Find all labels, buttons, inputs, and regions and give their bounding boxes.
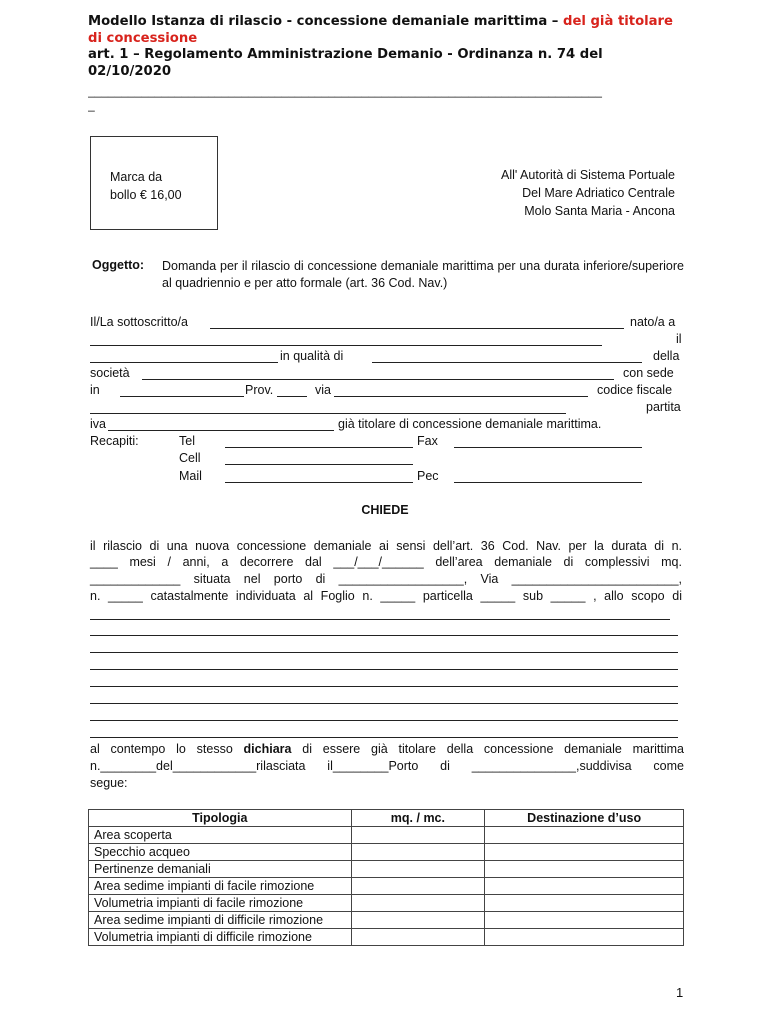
purpose-line[interactable] [90, 652, 678, 653]
table-row [89, 844, 684, 861]
purpose-line[interactable] [90, 737, 678, 738]
dichiara-pre: al contempo lo stesso [90, 742, 244, 756]
label-cell: Cell [179, 451, 201, 465]
label-mail: Mail [179, 469, 202, 483]
row-label: Area sedime impianti di facile rimozione [89, 878, 352, 895]
revenue-stamp-box [90, 136, 218, 230]
field-qualita[interactable] [372, 362, 642, 363]
subject-label: Oggetto: [92, 258, 145, 272]
table-row [89, 895, 684, 912]
cell-mq[interactable] [351, 912, 485, 929]
table-row [89, 861, 684, 878]
title-line1: Modello Istanza di rilascio - concessione demaniale marittima – [88, 14, 563, 29]
row-label: Pertinenze demaniali [89, 861, 352, 878]
purpose-line[interactable] [90, 720, 678, 721]
subject-text: Domanda per il rilascio di concessione demaniale marittima per una durata inferiore/superiore al quadriennio e per atto formale (art. 36 Cod. Nav.) [162, 259, 684, 290]
field-pec[interactable] [454, 482, 642, 483]
request-line4: n. _____ catastalmente individuata al Foglio n. _____ particella _____ sub _____ , allo scopo di [90, 589, 682, 603]
field-provincia[interactable] [277, 396, 307, 397]
label-sottoscritto: Il/La sottoscritto/a [90, 315, 188, 329]
stamp-line2: bollo € 16,00 [110, 188, 182, 202]
table-header-row [89, 810, 684, 827]
title-separator [88, 84, 680, 112]
row-label: Volumetria impianti di difficile rimozione [89, 929, 352, 946]
field-fax[interactable] [454, 447, 642, 448]
field-tel[interactable] [225, 447, 413, 448]
address-line3: Molo Santa Maria - Ancona [524, 204, 675, 218]
table-row [89, 912, 684, 929]
label-codice-fiscale: codice fiscale [597, 383, 673, 397]
title-highlight: del già titolare di concessione [88, 14, 674, 46]
stamp-line1: Marca da [110, 170, 163, 184]
table-row [89, 878, 684, 895]
address-line2: Del Mare Adriatico Centrale [522, 186, 675, 200]
field-nome[interactable] [210, 328, 624, 329]
row-label: Specchio acqueo [89, 844, 352, 861]
label-in: in [90, 383, 100, 397]
tipologia-table [88, 809, 684, 946]
table-row [89, 929, 684, 946]
cell-destinazione[interactable] [485, 878, 684, 895]
table-row [89, 827, 684, 844]
label-della: della [653, 349, 680, 363]
text-gia-titolare: già titolare di concessione demaniale marittima. [338, 417, 602, 431]
field-luogo-nascita[interactable] [90, 345, 602, 346]
header-mq: mq. / mc. [351, 810, 485, 827]
chiede-heading: CHIEDE [361, 503, 409, 517]
cell-destinazione[interactable] [485, 844, 684, 861]
cell-destinazione[interactable] [485, 912, 684, 929]
cell-destinazione[interactable] [485, 895, 684, 912]
dichiara-post: di essere già titolare della concessione demaniale marittima [291, 742, 685, 756]
dichiara-line2: n.________del____________rilasciata il________Porto di _______________,suddivisa come [90, 759, 684, 773]
field-codice-fiscale[interactable] [90, 413, 566, 414]
cell-destinazione[interactable] [485, 929, 684, 946]
label-fax: Fax [417, 434, 438, 448]
header-destinazione: Destinazione d’uso [485, 810, 684, 827]
request-line2: ____ mesi / anni, a decorrere dal ___/___/______ dell’area demaniale di complessivi mq. [90, 555, 682, 569]
label-il: il [676, 332, 682, 346]
label-pec: Pec [417, 469, 439, 483]
dichiara-line1 [90, 741, 684, 758]
address-line1: All' Autorità di Sistema Portuale [501, 168, 675, 182]
field-via[interactable] [334, 396, 588, 397]
field-data-nascita[interactable] [90, 362, 278, 363]
label-iva: iva [90, 417, 106, 431]
field-cell[interactable] [225, 464, 413, 465]
request-line1: il rilascio di una nuova concessione demaniale ai sensi dell’art. 36 Cod. Nav. per la durata di n. [90, 539, 682, 553]
label-in-qualita: in qualità di [280, 349, 344, 363]
document-title [88, 14, 688, 80]
cell-mq[interactable] [351, 895, 485, 912]
cell-mq[interactable] [351, 878, 485, 895]
page-number: 1 [676, 985, 684, 1000]
cell-mq[interactable] [351, 861, 485, 878]
row-label: Volumetria impianti di facile rimozione [89, 895, 352, 912]
field-partita-iva[interactable] [108, 430, 334, 431]
recipient-address [501, 166, 675, 220]
field-societa[interactable] [142, 379, 614, 380]
label-con-sede: con sede [623, 366, 674, 380]
row-label: Area sedime impianti di difficile rimozione [89, 912, 352, 929]
purpose-line[interactable] [90, 686, 678, 687]
cell-destinazione[interactable] [485, 827, 684, 844]
cell-mq[interactable] [351, 844, 485, 861]
header-tipologia: Tipologia [89, 810, 352, 827]
label-partita: partita [646, 400, 681, 414]
row-label: Area scoperta [89, 827, 352, 844]
cell-destinazione[interactable] [485, 861, 684, 878]
label-via: via [315, 383, 331, 397]
cell-mq[interactable] [351, 827, 485, 844]
purpose-line[interactable] [90, 669, 678, 670]
cell-mq[interactable] [351, 929, 485, 946]
field-mail[interactable] [225, 482, 413, 483]
field-sede-comune[interactable] [120, 396, 244, 397]
dichiara-line3: segue: [90, 776, 128, 790]
title-line2: art. 1 – Regolamento Amministrazione Demanio - Ordinanza n. 74 del 02/10/2020 [88, 47, 603, 79]
separator-line: _____________________________________________________________________________ [88, 84, 602, 98]
separator-tail: _ [88, 98, 95, 112]
label-societa: società [90, 366, 130, 380]
purpose-line[interactable] [90, 619, 670, 620]
label-tel: Tel [179, 434, 195, 448]
purpose-line[interactable] [90, 635, 678, 636]
request-line3: _____________ situata nel porto di __________________, Via ________________________, [90, 572, 682, 586]
label-nato: nato/a a [630, 315, 676, 329]
purpose-line[interactable] [90, 703, 678, 704]
label-recapiti: Recapiti: [90, 434, 139, 448]
label-prov: Prov. [245, 383, 274, 397]
dichiara-bold: dichiara [243, 742, 292, 756]
